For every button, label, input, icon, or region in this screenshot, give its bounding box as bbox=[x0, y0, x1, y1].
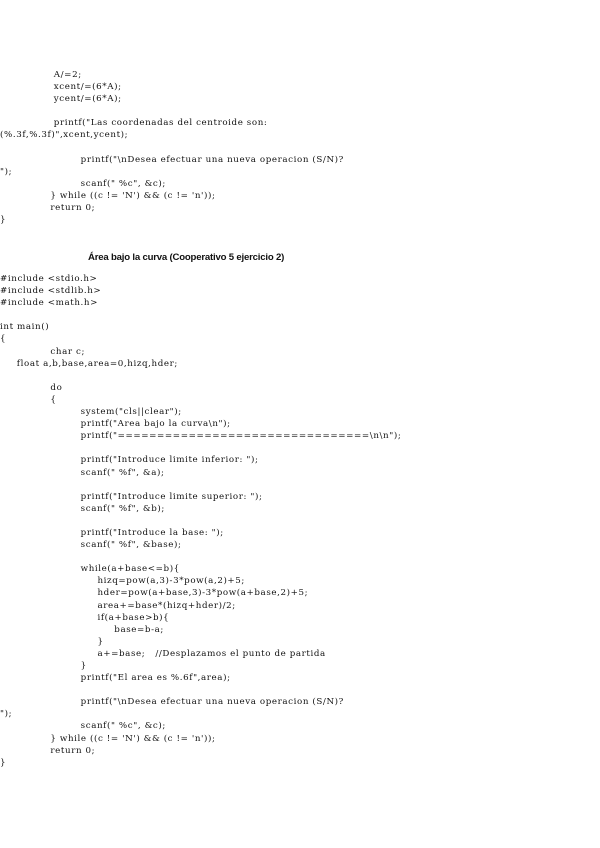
code-line: return 0; bbox=[0, 745, 96, 756]
code-line: scanf(" %f", &b); bbox=[0, 503, 165, 514]
code-line: a+=base; //Desplazamos el punto de partida bbox=[0, 648, 326, 659]
code-line: printf("El area es %.6f",area); bbox=[0, 673, 231, 684]
code-line: system("cls||clear"); bbox=[0, 407, 182, 418]
code-line: (%.3f,%.3f)",xcent,ycent); bbox=[0, 130, 129, 141]
code-line: } bbox=[0, 661, 87, 671]
code-line bbox=[0, 442, 401, 454]
code-line bbox=[0, 309, 401, 321]
code-line: float a,b,base,area=0,hizq,hder; bbox=[0, 358, 178, 369]
code-line bbox=[0, 551, 401, 563]
code-line: scanf(" %c", &c); bbox=[0, 721, 166, 732]
code-block-area bbox=[0, 273, 401, 769]
code-line: ycent/=(6*A); bbox=[0, 94, 122, 105]
code-line: } while ((c != 'N') && (c != 'n')); bbox=[0, 190, 216, 201]
code-line: #include <stdlib.h> bbox=[0, 286, 102, 297]
code-line: { bbox=[0, 334, 7, 345]
code-line: printf("\nDesea efectuar una nueva operacion (S/N)? bbox=[0, 697, 344, 708]
code-line: area+=base*(hizq+hder)/2; bbox=[0, 600, 236, 611]
code-line: hizq=pow(a,3)-3*pow(a,2)+5; bbox=[0, 576, 245, 587]
code-line: xcent/=(6*A); bbox=[0, 82, 122, 93]
code-line bbox=[0, 370, 401, 382]
code-line: scanf(" %c", &c); bbox=[0, 178, 166, 189]
code-line: int main() bbox=[0, 322, 50, 333]
code-line: base=b-a; bbox=[0, 624, 164, 635]
code-line: if(a+base>b){ bbox=[0, 612, 170, 623]
code-line: "); bbox=[0, 166, 13, 177]
code-line: } while ((c != 'N') && (c != 'n')); bbox=[0, 733, 216, 744]
code-line: printf("Introduce limite superior: "); bbox=[0, 491, 263, 502]
code-line: printf("\nDesea efectuar una nueva operacion (S/N)? bbox=[0, 154, 344, 165]
code-line: scanf(" %f", &a); bbox=[0, 467, 165, 478]
code-line: printf("Area bajo la curva\n"); bbox=[0, 419, 231, 430]
code-block-top bbox=[0, 69, 344, 226]
code-line: printf("Introduce limite inferior: "); bbox=[0, 455, 259, 466]
code-line bbox=[0, 479, 401, 491]
code-line: printf("Las coordenadas del centroide son: bbox=[0, 118, 268, 129]
code-line: printf("Introduce la base: "); bbox=[0, 527, 224, 538]
code-line: char c; bbox=[0, 346, 85, 357]
code-line bbox=[0, 515, 401, 527]
code-line: } bbox=[0, 636, 104, 647]
code-line: printf("================================\n\n"); bbox=[0, 431, 402, 442]
code-line bbox=[0, 684, 401, 696]
code-line bbox=[0, 142, 344, 154]
code-line: scanf(" %f", &base); bbox=[0, 540, 182, 551]
code-line: do bbox=[0, 382, 63, 393]
code-line: hder=pow(a+base,3)-3*pow(a+base,2)+5; bbox=[0, 588, 309, 599]
code-line: { bbox=[0, 394, 57, 405]
code-line: A/=2; bbox=[0, 70, 82, 80]
code-line: return 0; bbox=[0, 203, 96, 214]
code-line: #include <stdio.h> bbox=[0, 274, 98, 284]
code-line: } bbox=[0, 215, 7, 226]
section-heading: Área bajo la curva (Cooperativo 5 ejercicio 2) bbox=[88, 252, 285, 263]
code-line: "); bbox=[0, 709, 13, 720]
code-line: #include <math.h> bbox=[0, 298, 98, 309]
code-line: while(a+base<=b){ bbox=[0, 564, 180, 575]
code-line bbox=[0, 105, 344, 117]
code-line: } bbox=[0, 757, 7, 768]
